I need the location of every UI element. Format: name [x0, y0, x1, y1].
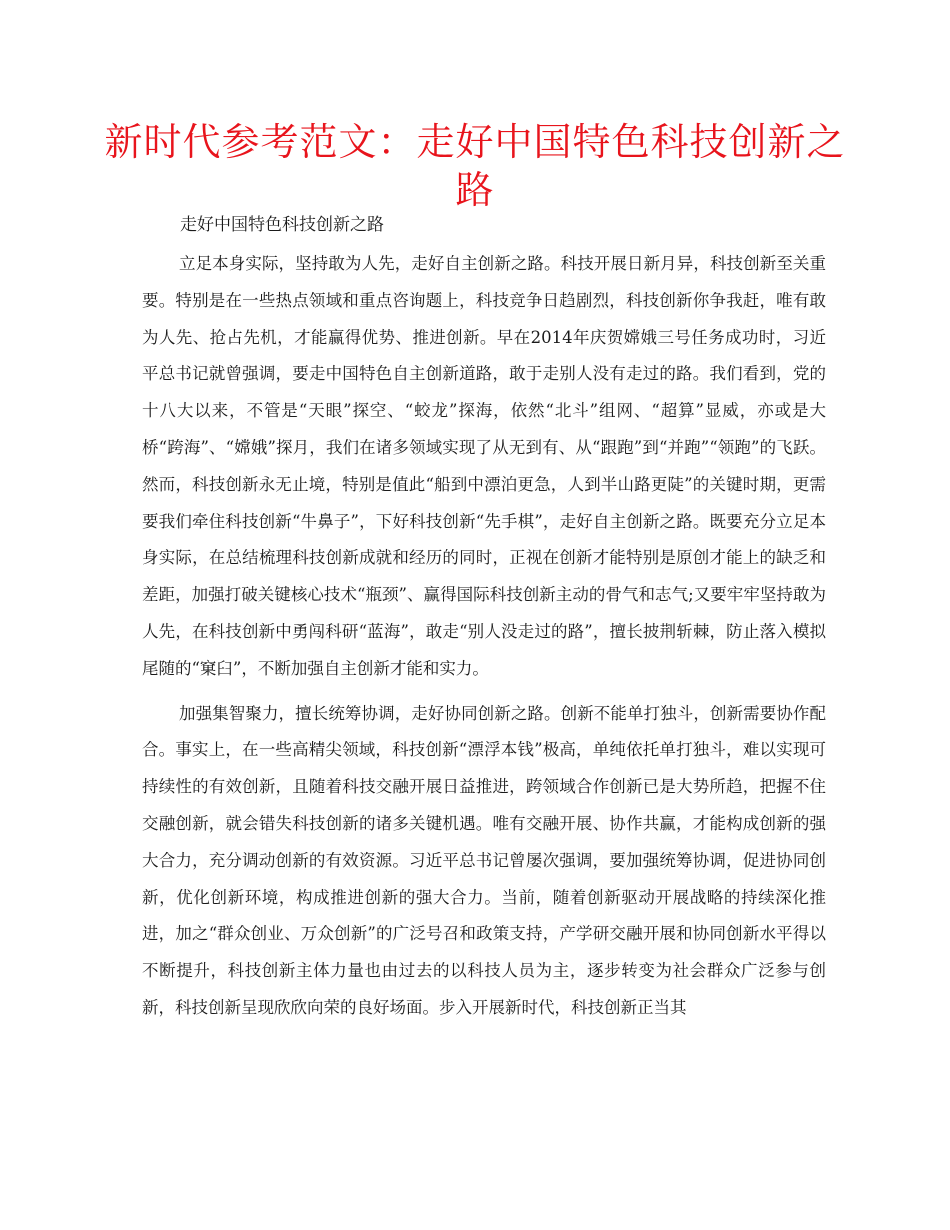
document-subtitle: 走好中国特色科技创新之路	[180, 215, 384, 235]
document-body	[142, 246, 826, 1035]
paragraph-1: 立足本身实际，坚持敢为人先，走好自主创新之路。科技开展日新月异，科技创新至关重要。特别是在一些热点领域和重点咨询题上，科技竞争日趋剧烈，科技创新你争我赶，唯有敢为人先、抢占先机，才能赢得优势、推进创新。早在2014年庆贺嫦娥三号任务成功时，习近平总书记就曾强调，要走中国特色自主创新道路，敢于走别人没有走过的路。我们看到，党的十八大以来，不管是“天眼”探空、“蛟龙”探海，依然“北斗”组网、“超算”显威，亦或是大桥“跨海”、“嫦娥”探月，我们在诸多领域实现了从无到有、从“跟跑”到“并跑”“领跑”的飞跃。然而，科技创新永无止境，特别是值此“船到中漂泊更急，人到半山路更陡”的关键时期，更需要我们牵住科技创新“牛鼻子”，下好科技创新“先手棋”，走好自主创新之路。既要充分立足本身实际，在总结梳理科技创新成就和经历的同时，正视在创新才能特别是原创才能上的缺乏和差距，加强打破关键核心技术“瓶颈”、赢得国际科技创新主动的骨气和志气;又要牢牢坚持敢为人先，在科技创新中勇闯科研“蓝海”，敢走“别人没走过的路”，擅长披荆斩棘，防止落入模拟尾随的“窠臼”，不断加强自主创新才能和实力。	[142, 254, 826, 678]
paragraph-2: 加强集智聚力，擅长统筹协调，走好协同创新之路。创新不能单打独斗，创新需要协作配合。事实上，在一些高精尖领域，科技创新“漂浮本钱”极高，单纯依托单打独斗，难以实现可持续性的有效创新，且随着科技交融开展日益推进，跨领域合作创新已是大势所趋，把握不住交融创新，就会错失科技创新的诸多关键机遇。唯有交融开展、协作共赢，才能构成创新的强大合力，充分调动创新的有效资源。习近平总书记曾屡次强调，要加强统筹协调，促进协同创新，优化创新环境，构成推进创新的强大合力。当前，随着创新驱动开展战略的持续深化推进，加之“群众创业、万众创新”的广泛号召和政策支持，产学研交融开展和协同创新水平得以不断提升，科技创新主体力量也由过去的以科技人员为主，逐步转变为社会群众广泛参与创新，科技创新呈现欣欣向荣的良好场面。步入开展新时代，科技创新正当其	[142, 703, 826, 1017]
document-title: 新时代参考范文：走好中国特色科技创新之路	[104, 120, 846, 212]
